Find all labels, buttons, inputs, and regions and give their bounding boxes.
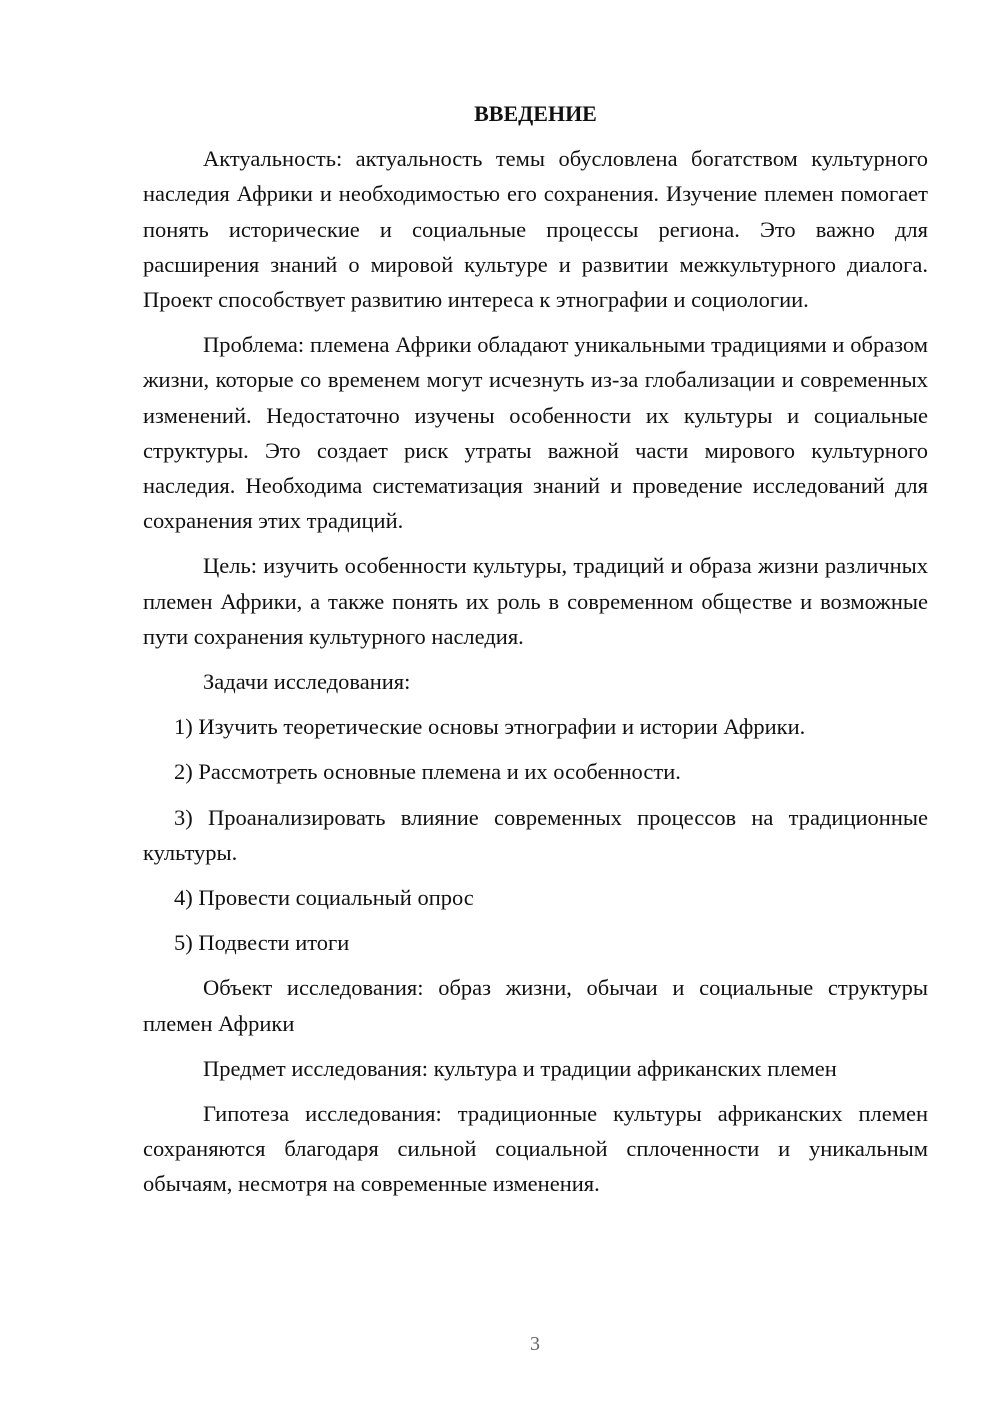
tasks-title: Задачи исследования: — [203, 669, 411, 695]
task-item-3: 3) Проанализировать влияние современных процессов на традиционные культуры. — [143, 804, 928, 865]
subject-paragraph: Предмет исследования: культура и традиции африканских племен — [203, 1055, 837, 1081]
task-item-1: 1) Изучить теоретические основы этнографии и истории Африки. — [174, 714, 806, 740]
task-item-2: 2) Рассмотреть основные племена и их особенности. — [174, 759, 681, 785]
task-item-5: 5) Подвести итоги — [174, 930, 350, 956]
section-heading: ВВЕДЕНИЕ — [474, 101, 597, 126]
task-item-4: 4) Провести социальный опрос — [174, 885, 474, 911]
page-number: 3 — [530, 1333, 540, 1355]
goal-paragraph: Цель: изучить особенности культуры, традиций и образа жизни различных племен Африки, а также понять их роль в современном обществе и возможные пути сохранения культурного наследия. — [143, 553, 928, 649]
hypothesis-paragraph: Гипотеза исследования: традиционные культуры африканских племен сохраняются благодаря сильной социальной сплоченности и уникальным обычаям, несмотря на современные изменения. — [143, 1101, 928, 1197]
problem-paragraph: Проблема: племена Африки обладают уникальными традициями и образом жизни, которые со временем могут исчезнуть из-за глобализации и современных изменений. Недостаточно изучены особенности их культуры и социальные структуры. Это создает риск утраты важной части мирового культурного наследия. Необходима систематизация знаний и проведение исследований для сохранения этих традиций. — [143, 332, 928, 534]
document-page — [143, 96, 928, 1212]
object-paragraph: Объект исследования: образ жизни, обычаи и социальные структуры племен Африки — [143, 975, 928, 1036]
relevance-paragraph: Актуальность: актуальность темы обусловлена богатством культурного наследия Африки и необходимостью его сохранения. Изучение племен помогает понять исторические и социальные процессы региона. Это важно для расширения знаний о мировой культуре и развитии межкультурного диалога. Проект способствует развитию интереса к этнографии и социологии. — [143, 146, 928, 313]
